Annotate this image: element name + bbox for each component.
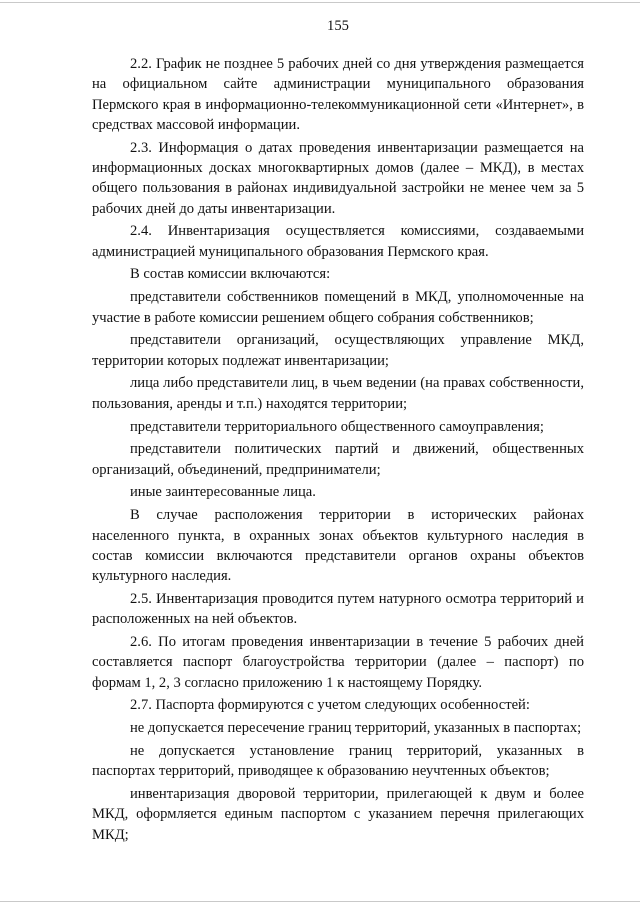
heritage-paragraph: В случае расположения территории в исторических районах населенного пункта, в охранных зонах объектов культурного наследия в состав комиссии включаются представители органов охраны объектов культурного наследия. bbox=[92, 507, 584, 585]
document-page bbox=[92, 16, 584, 847]
document-body bbox=[92, 54, 584, 845]
paragraph-2-2: 2.2. График не позднее 5 рабочих дней со дня утверждения размещается на официальном сайте администрации муниципального образования Пермского края в информационно-телекоммуникационной сети «Интернет», в средствах массовой информации. bbox=[92, 56, 584, 133]
commission-member-parties: представители политических партий и движений, общественных организаций, объединений, предприниматели; bbox=[92, 441, 584, 478]
commission-member-tos: представители территориального общественного самоуправления; bbox=[130, 418, 544, 435]
paragraph-2-4: 2.4. Инвентаризация осуществляется комиссиями, создаваемыми администрацией муниципального образования Пермского края. bbox=[92, 223, 584, 260]
scan-bottom-edge bbox=[0, 901, 640, 902]
page-number: 155 bbox=[327, 18, 349, 34]
commission-member-holders: лица либо представители лиц, в чьем ведении (на правах собственности, пользования, аренды и т.п.) находятся территории; bbox=[92, 375, 584, 412]
commission-intro: В состав комиссии включаются: bbox=[130, 266, 331, 283]
passport-rule-no-unaccounted: не допускается установление границ территорий, указанных в паспортах территорий, приводящее к образованию неучтенных объектов; bbox=[92, 743, 584, 780]
commission-member-management: представители организаций, осуществляющих управление МКД, территории которых подлежат инвентаризации; bbox=[92, 332, 584, 369]
paragraph-2-6: 2.6. По итогам проведения инвентаризации в течение 5 рабочих дней составляется паспорт благоустройства территории (далее – паспорт) по формам 1, 2, 3 согласно приложению 1 к настоящему Порядку. bbox=[92, 634, 584, 691]
scan-top-edge bbox=[0, 2, 640, 3]
commission-member-other: иные заинтересованные лица. bbox=[130, 484, 316, 501]
paragraph-2-3: 2.3. Информация о датах проведения инвентаризации размещается на информационных досках многоквартирных домов (далее – МКД), в местах общего пользования в районах индивидуальной застройки не менее чем за 5 рабочих дней до даты инвентаризации. bbox=[92, 139, 584, 217]
paragraph-2-7: 2.7. Паспорта формируются с учетом следующих особенностей: bbox=[130, 697, 530, 714]
passport-rule-no-overlap: не допускается пересечение границ территорий, указанных в паспортах; bbox=[130, 720, 582, 737]
paragraph-2-5: 2.5. Инвентаризация проводится путем натурного осмотра территорий и расположенных на ней объектов. bbox=[92, 590, 584, 628]
commission-member-owners: представители собственников помещений в МКД, уполномоченные на участие в работе комиссии решением общего собрания собственников; bbox=[92, 289, 584, 326]
passport-rule-single-passport: инвентаризация дворовой территории, прилегающей к двум и более МКД, оформляется единым паспортом с указанием перечня прилегающих МКД; bbox=[92, 786, 584, 843]
